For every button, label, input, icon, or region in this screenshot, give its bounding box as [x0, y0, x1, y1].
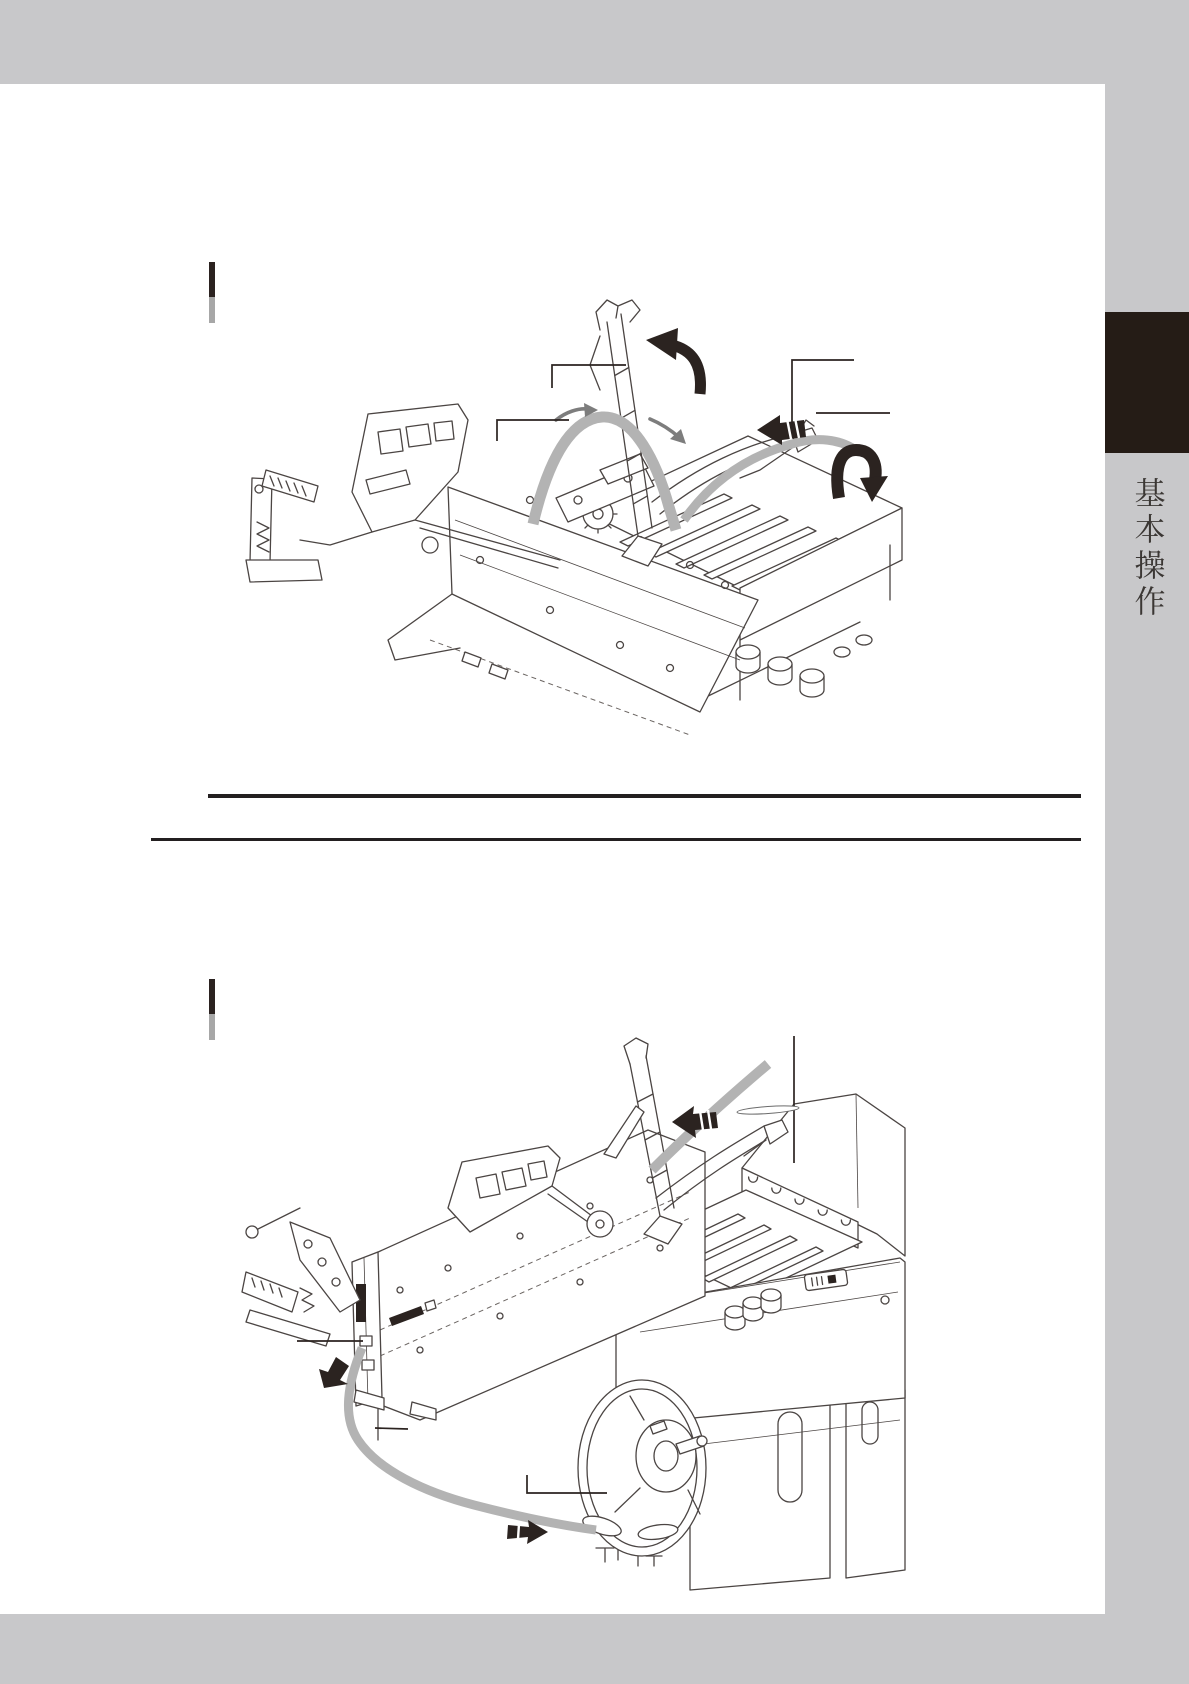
figure-feeder-step1 [240, 295, 910, 785]
section-marker-gray [209, 297, 215, 323]
chapter-tab [1105, 312, 1189, 453]
tape-reel [578, 1380, 707, 1556]
section-marker [209, 262, 215, 323]
tape-slot-dark [356, 1284, 366, 1322]
leader-lines [497, 360, 890, 441]
tape-exit-arrow [319, 1357, 349, 1388]
section-marker-black [209, 979, 215, 1014]
figure-feeder-step2 [240, 960, 910, 1610]
rotate-lever-arrow [646, 328, 700, 394]
divider-rule [208, 794, 1081, 798]
divider-rule [151, 838, 1081, 841]
front-latch [242, 1208, 360, 1346]
top-margin-band [0, 0, 1189, 84]
chapter-title-vertical: 基本操作 [1128, 477, 1165, 621]
section-marker-black [209, 262, 215, 297]
front-latch [246, 470, 322, 582]
section-marker [209, 979, 215, 1040]
bottom-margin-band [0, 1614, 1105, 1684]
adjustment-knobs [736, 635, 872, 697]
section-marker-gray [209, 1014, 215, 1040]
